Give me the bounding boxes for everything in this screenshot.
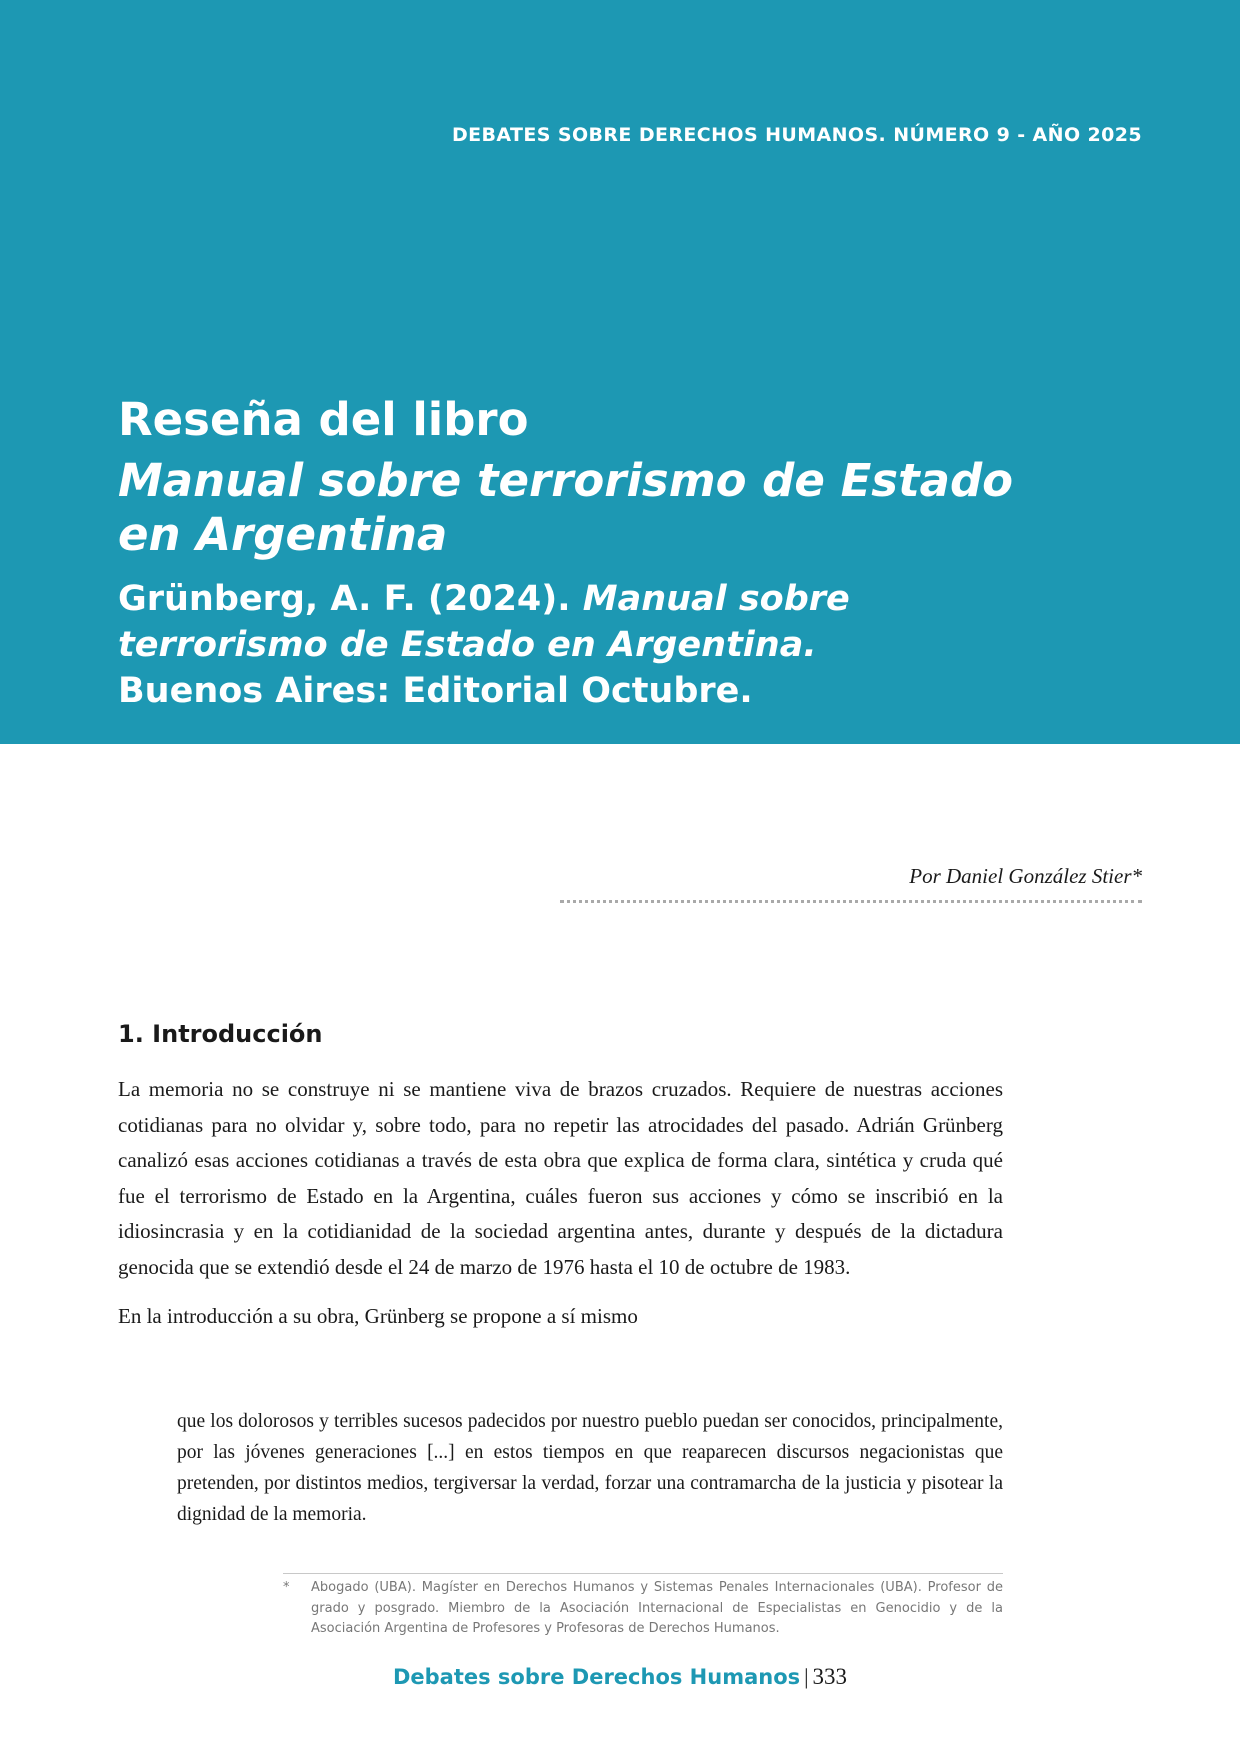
body-text [118,1072,1003,1349]
title-block [118,392,1058,714]
byline-divider [560,900,1142,903]
footer-separator: | [804,1664,809,1689]
book-title: Manual sobre terrorismo de Estado en Argentina [118,454,1014,561]
author-byline: Por Daniel González Stier* [909,864,1142,888]
journal-issue-line: DEBATES SOBRE DERECHOS HUMANOS. NÚMERO 9 - AÑO 2025 [451,124,1142,146]
section-heading: 1. Introducción [118,1020,323,1048]
paragraph: La memoria no se construye ni se mantiene viva de brazos cruzados. Requiere de nuestras acciones cotidianas para no olvidar y, sobre todo, para no repetir las atrocidades del pasado. Adrián Grünberg canalizó esas acciones cotidianas a través de esta obra que explica de forma clara, sintética y cruda qué fue el terrorismo de Estado en la Argentina, cuáles fueron sus acciones y cómo se inscribió en la idiosincrasia y en la cotidianidad de la sociedad argentina antes, durante y después de la dictadura genocida que se extendió desde el 24 de marzo de 1976 hasta el 10 de octubre de 1983. [118,1077,1003,1279]
page-title: Reseña del libro [118,393,529,446]
citation-title: Manual sobre terrorismo de Estado en Argentina. [118,579,850,665]
footnote-mark: * [283,1580,290,1595]
citation-author: Grünberg, A. F. (2024). [118,579,571,619]
citation-publisher: Buenos Aires: Editorial Octubre. [118,671,753,711]
footer-journal-name: Debates sobre Derechos Humanos [392,1665,801,1689]
page-number: 333 [812,1664,848,1689]
footnote-text: Abogado (UBA). Magíster en Derechos Humanos y Sistemas Penales Internacionales (UBA). Profesor de grado y posgrado. Miembro de la Asociación Internacional de Especialistas en Genocidio y de la Asociación Argentina de Profesores y Profesoras de Derechos Humanos. [311,1580,1003,1636]
block-quote: que los dolorosos y terribles sucesos padecidos por nuestro pueblo puedan ser conocidos, principalmente, por las jóvenes generaciones [...] en estos tiempos en que reaparecen discursos negacionistas que pretenden, por distintos medios, tergiversar la verdad, forzar una contramarcha de la justicia y pisotear la dignidad de la memoria. [177,1411,1003,1525]
footnote-divider [283,1573,1003,1574]
header-band [0,0,1240,744]
paragraph: En la introducción a su obra, Grünberg se propone a sí mismo [118,1304,638,1328]
page-footer [0,1664,1240,1690]
footnote [283,1578,1003,1640]
citation [118,576,948,714]
